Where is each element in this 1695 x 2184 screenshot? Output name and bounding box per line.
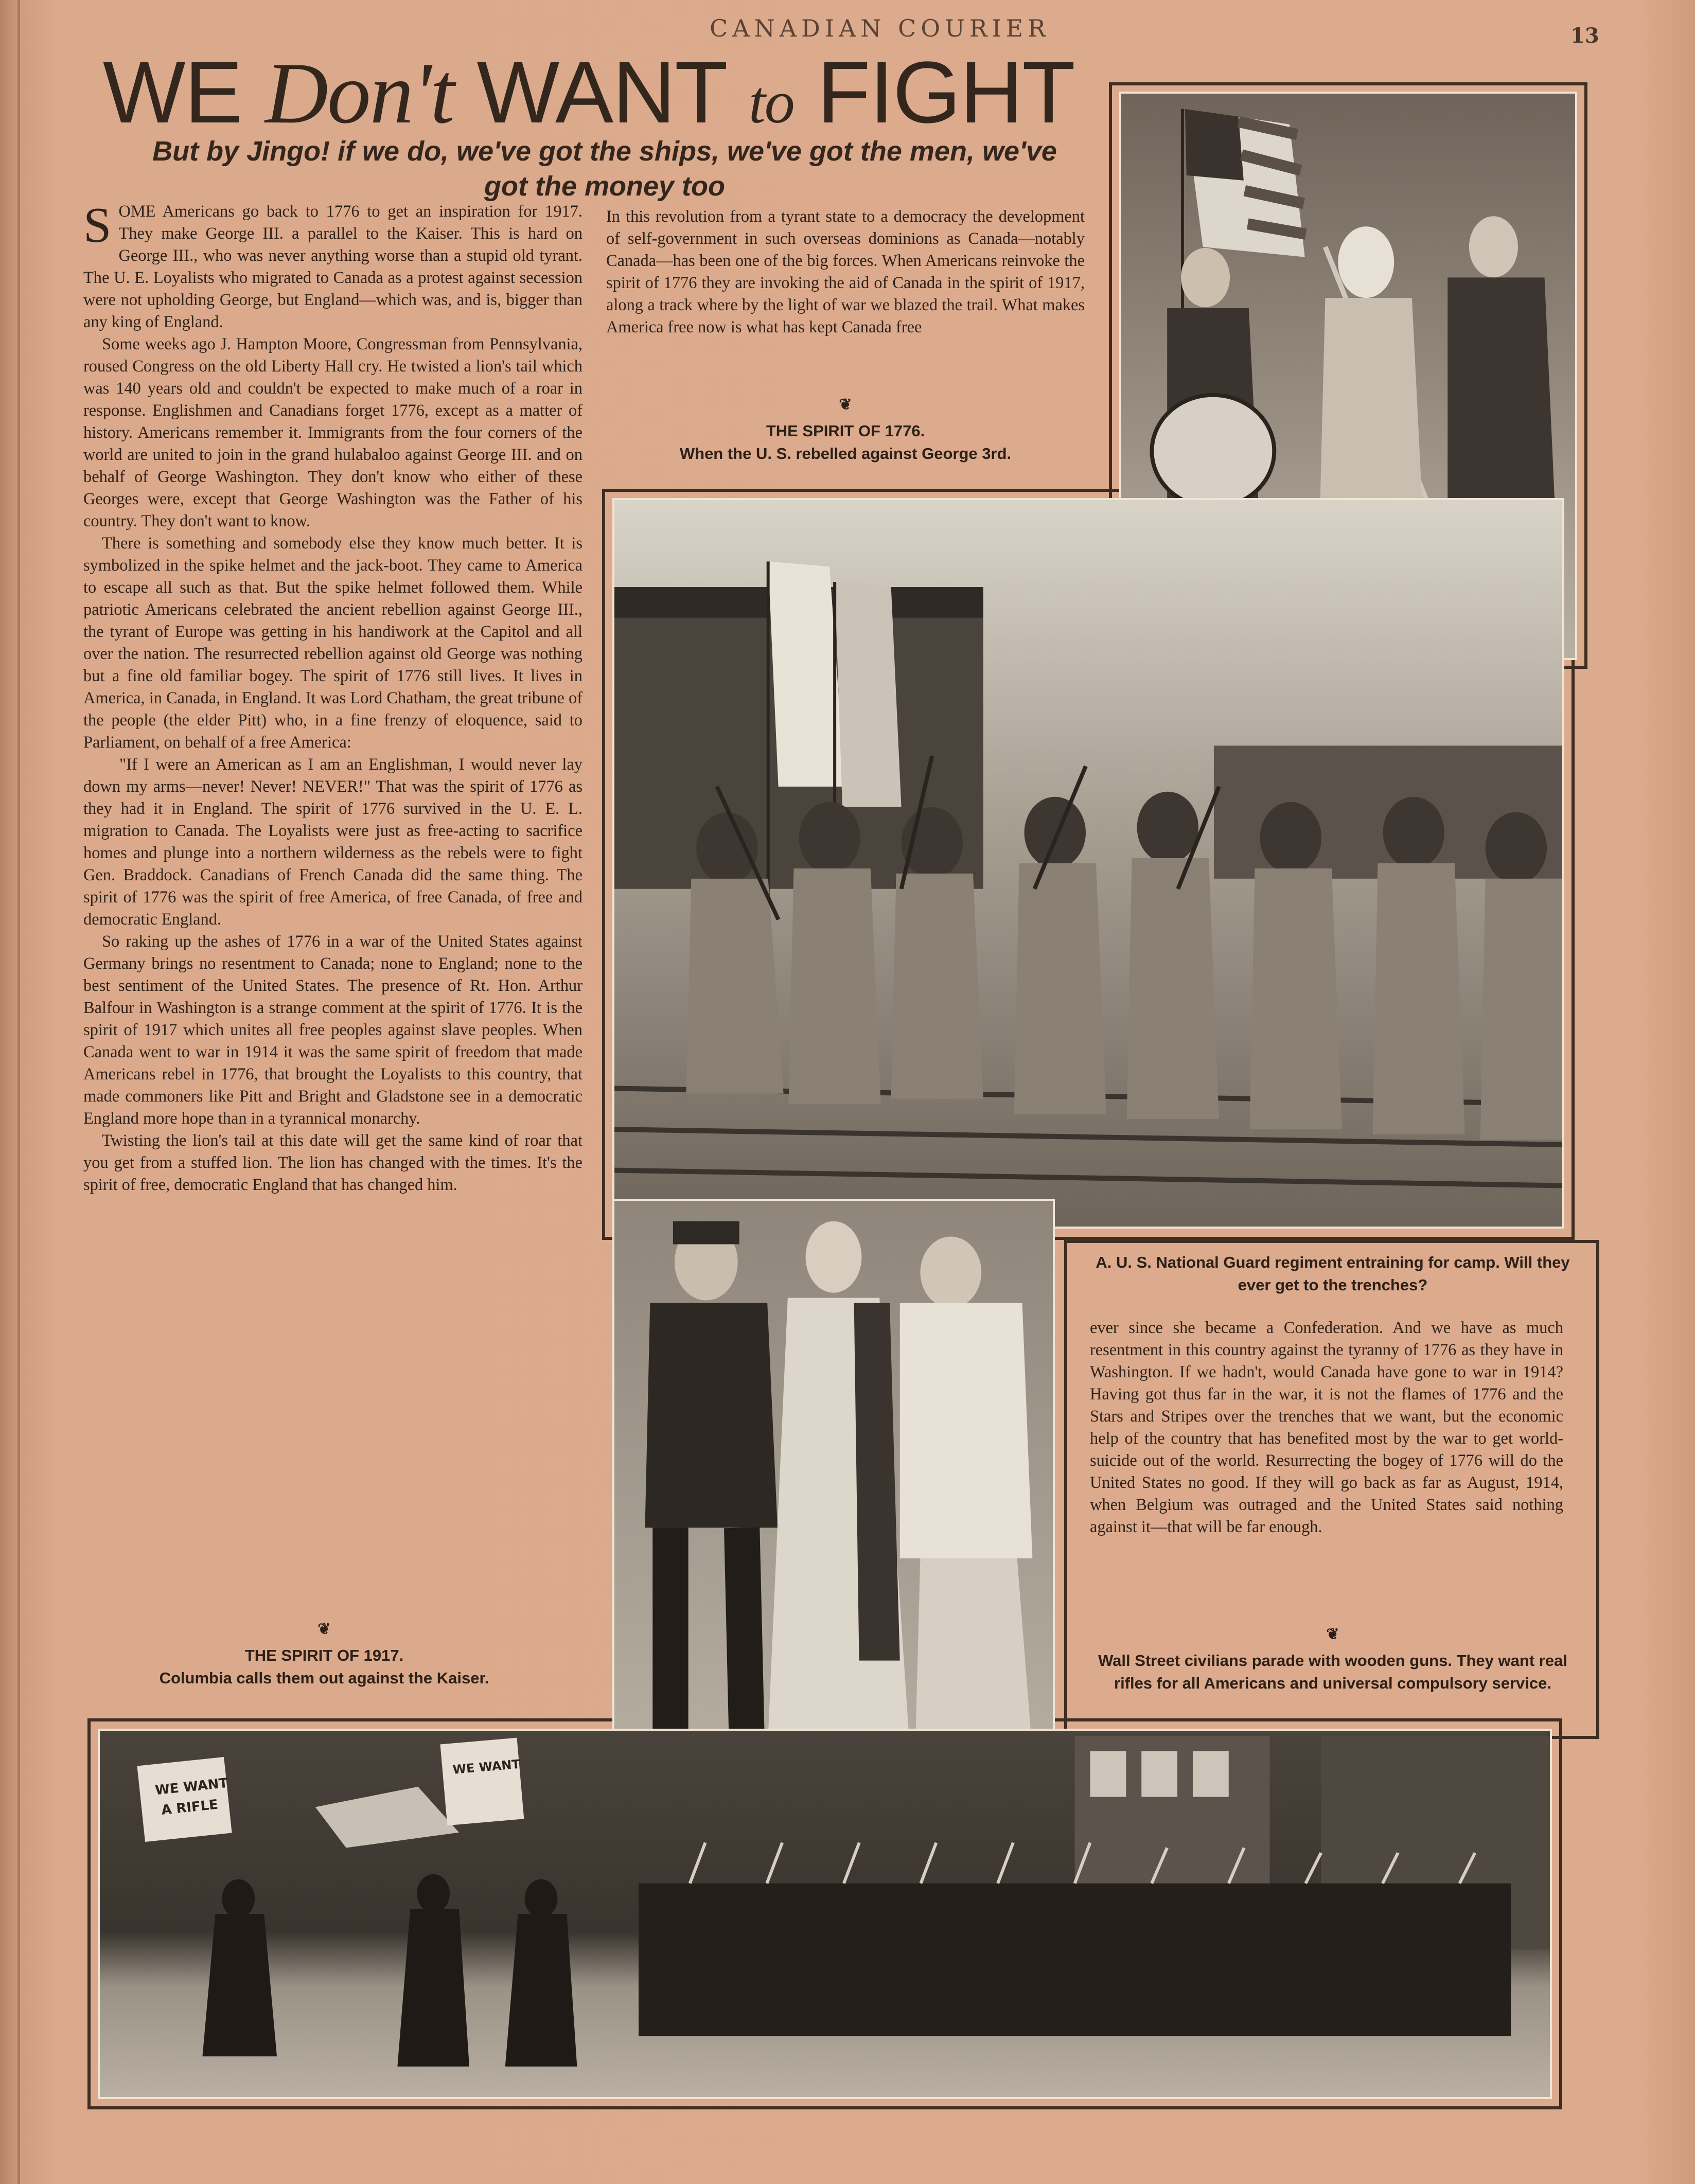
paragraph-5: So raking up the ashes of 1776 in a war of the United States against Germany brings no resentment to Canada; none to England; none to the best sentiment of the United States. The presence of Rt. Hon. Arthur Balfour in Washington is a strange comment at the spirit of 1776. It is the spirit of 1917 which unites all free peoples against slave peoples. When Canada went to war in 1914 it was the same spirit of freedom that made Americans rebel in 1776, that brought the Loyalists to this country, that made commoners like Pitt and Bright and Gladstone see in a democratic England more hope than in a tyrannical monarchy. (83, 932, 582, 1128)
protest-sign-1 (137, 1757, 232, 1842)
photo-national-guard-image (614, 500, 1562, 1227)
right-paragraph: ever since she became a Confederation. And we have as much resentment in this country against the tyranny of 1776 as they have in Washington. If we hadn't, would Canada have gone to war in 1914? Having got thus far in the war, it is not the flames of 1776 and the Stars and Stripes over the trenches that we want, but the economic help of the country that has benefited most by the war to get world-suicide out of the world. Resurrecting the bogey of 1776 will do the United States no good. If they will go back as far as August, 1914, when Belgium was outraged and the United States said nothing against it—that will be far enough. (1090, 1319, 1563, 1536)
binding-spine (17, 0, 20, 2184)
paragraph-2: Some weeks ago J. Hampton Moore, Congressman from Pennsylvania, roused Congress on the old Liberty Hall cry. He twisted a lion's tail which was 140 years old and couldn't be expected to make much of a roar in response. Englishmen and Canadians forget 1776, except as a matter of history. Americans remember it. Immigrants from the four corners of the world are united to join in the grand hulabaloo against George III. and on behalf of George Washington. They don't know who either of these Georges were, except that George Washington was the Father of his country. They don't want to know. (83, 335, 582, 530)
middle-paragraph: In this revolution from a tyrant state to a democracy the development of self-government in such overseas dominions as Canada—notably Canada—has been one of the big forces. When Americans reinvoke the spirit of 1776 they are invoking the aid of Canada in the spirit of 1917, along a track where by the light of war we blazed the trail. What makes America free now is what has kept Canada free (606, 207, 1085, 336)
article-subheadline: But by Jingo! if we do, we've got the ships, we've got the men, we've got the money too (152, 136, 1057, 202)
caption-text: Wall Street civilians parade with wooden guns. They want real rifles for all Americans and universal compulsory service. (1098, 1652, 1567, 1692)
middle-text-column (606, 206, 1085, 391)
caption-spirit-1917 (93, 1621, 556, 1690)
caption-text: When the U. S. rebelled against George 3rd. (679, 445, 1012, 463)
ornament-leaf: ❦ (317, 1621, 331, 1638)
page-number: 13 (1570, 24, 1599, 48)
protest-sign-2 (440, 1738, 524, 1826)
photo-wall-street-image (100, 1731, 1550, 2097)
ornament-leaf: ❦ (1326, 1626, 1339, 1643)
sign-2-line-1: WE WANT (452, 1756, 521, 1777)
headline-word-fight: FIGHT (817, 44, 1074, 141)
ornament-leaf: ❦ (839, 396, 852, 413)
paragraph-6: Twisting the lion's tail at this date will get the same kind of roar that you get from a stuffed lion. The lion has changed with the times. It's the spirit of free, democratic England that has changed him. (83, 1131, 582, 1194)
photo-spirit-of-1917 (612, 1199, 1055, 1775)
publication-header: CANADIAN COURIER (710, 14, 1050, 42)
headline-word-want: WANT (476, 44, 726, 141)
paragraph-4-quote: "If I were an American as I am an Englishman, I would never lay down my arms—never! Never! NEVER!" That was the spirit of 1776 as they had it in England. The spirit of 1776 survived in the U. E. L. migration to Canada. The Loyalists were just as free-acting to sacrifice homes and plunge into a northern wilderness as the rebels were to fight Gen. Braddock. Canadians of French Canada did the same thing. The spirit of 1776 was the spirit of free America, of free Canada, of free and democratic England. (83, 755, 582, 929)
article-headline (103, 46, 1117, 139)
caption-text: Columbia calls them out against the Kaiser. (159, 1669, 489, 1687)
photo-national-guard-regiment (612, 498, 1564, 1229)
drop-cap: S (83, 198, 112, 253)
paragraph-3: There is something and somebody else they know much better. It is symbolized in the spike helmet and the jack-boot. They came to America to escape all such as that. But the spike helmet followed them. While patriotic Americans celebrated the ancient rebellion against George III., the tyrant of Europe was getting in his handiwork at the Capitol and all over the nation. The resurrected rebellion against old George was nothing but a fine old familiar bogey. The spirit of 1776 still lives. It lives in America, in Canada, in England. It was Lord Chatham, the great tribune of the people (the elder Pitt) who, in a fine frenzy of eloquence, said to Parliament, on behalf of a free America: (83, 534, 582, 752)
photo-wall-street-parade (98, 1729, 1552, 2099)
caption-wall-street (1086, 1626, 1580, 1695)
headline-word-we: WE (103, 44, 242, 141)
sign-1-line-2: A RIFLE (161, 1797, 219, 1818)
sign-1-line-1: WE WANT (154, 1775, 229, 1799)
caption-national-guard: A. U. S. National Guard regiment entraining for camp. Will they ever get to the trenches? (1096, 1253, 1570, 1294)
caption-spirit-1776 (606, 396, 1085, 465)
left-text-column (83, 198, 582, 1615)
photo-spirit-of-1917-image (614, 1201, 1053, 1773)
headline-word-to: to (748, 68, 794, 136)
caption-title: THE SPIRIT OF 1917. (244, 1646, 404, 1664)
caption-title: THE SPIRIT OF 1776. (766, 422, 925, 440)
right-text-column (1090, 1317, 1563, 1605)
paragraph-1: SOME Americans go back to 1776 to get an inspiration for 1917. They make George III. a parallel to the Kaiser. This is hard on George III., who was never anything worse than a stupid old tyrant. The U. E. Loyalists who migrated to Canada as a protest against secession were not upholding George, but England—which was, and is, bigger than any king of England. (83, 198, 582, 331)
headline-word-dont: Don't (265, 45, 454, 141)
